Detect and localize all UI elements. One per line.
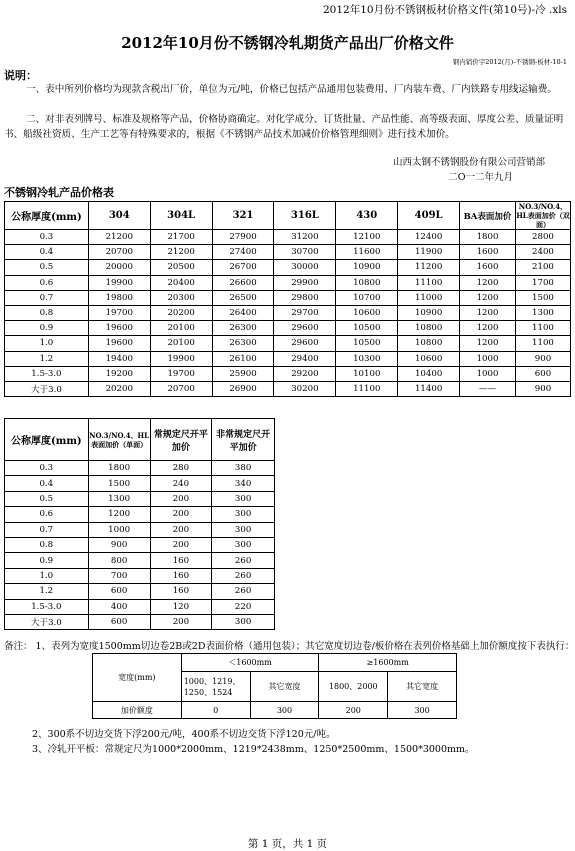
thickness-cell: 大于3.0 bbox=[5, 381, 89, 396]
header-316l: 316L bbox=[274, 202, 336, 230]
header-irregular-cut: 非常规定尺开平加价 bbox=[212, 419, 275, 461]
price-cell: 26500 bbox=[212, 290, 274, 305]
price-cell: 1100 bbox=[515, 321, 570, 336]
header-304: 304 bbox=[88, 202, 150, 230]
price-cell: 2800 bbox=[515, 230, 570, 245]
price-cell: 1200 bbox=[460, 275, 516, 290]
price-cell: 20200 bbox=[88, 381, 150, 396]
table-row bbox=[5, 491, 275, 506]
price-cell: 600 bbox=[88, 614, 150, 629]
price-cell: 29600 bbox=[274, 336, 336, 351]
table-row bbox=[5, 290, 571, 305]
price-cell: 10400 bbox=[398, 366, 460, 381]
price-cell: 11000 bbox=[398, 290, 460, 305]
price-cell: 26600 bbox=[212, 275, 274, 290]
header-thickness: 公称厚度(mm) bbox=[5, 202, 89, 230]
page-footer: 第 1 页，共 1 页 bbox=[247, 838, 328, 850]
surcharge-value: 0 bbox=[181, 702, 250, 719]
paragraph-2: 二、对非表列牌号、标准及规格等产品，价格协商确定。对化学成分、订货批量、产品性能、高等级表面、厚度公差、质量证明书、船级社资质、生产工艺等有特殊要求的，根据《不锈钢产品技术加减价价格管理细则》进行技术加价。 bbox=[4, 114, 564, 140]
price-cell: 600 bbox=[88, 584, 150, 599]
price-cell: 25900 bbox=[212, 366, 274, 381]
header-no3-single: NO.3/NO.4、HL表面加价（单面） bbox=[88, 419, 150, 461]
thickness-cell: 0.5 bbox=[5, 260, 89, 275]
thickness-cell: 0.5 bbox=[5, 491, 89, 506]
price-cell: 700 bbox=[88, 568, 150, 583]
price-cell: 10700 bbox=[336, 290, 398, 305]
price-cell: 29600 bbox=[274, 321, 336, 336]
price-cell: 10800 bbox=[398, 336, 460, 351]
price-cell: 200 bbox=[150, 537, 212, 552]
header-304l: 304L bbox=[150, 202, 212, 230]
price-cell: 27400 bbox=[212, 245, 274, 260]
price-cell: 10100 bbox=[336, 366, 398, 381]
price-cell: 220 bbox=[212, 599, 275, 614]
surcharge-table bbox=[4, 418, 275, 630]
price-cell: 19900 bbox=[88, 275, 150, 290]
thickness-cell: 0.7 bbox=[5, 522, 89, 537]
table-row bbox=[5, 568, 275, 583]
note-3: 3、冷轧开平板：常规定尺为1000*2000mm、1219*2438mm、1250*2500mm、1500*3000mm。 bbox=[32, 744, 475, 755]
price-cell: 30000 bbox=[274, 260, 336, 275]
table-row bbox=[5, 507, 275, 522]
ge-sizes: 1800、2000 bbox=[319, 672, 388, 702]
thickness-cell: 0.3 bbox=[5, 230, 89, 245]
price-cell: 1000 bbox=[460, 366, 516, 381]
table-row bbox=[5, 584, 275, 599]
price-cell: 20000 bbox=[88, 260, 150, 275]
price-cell: 21700 bbox=[150, 230, 212, 245]
price-cell: 1100 bbox=[515, 336, 570, 351]
document-number: 钢内销价字2012(月)-不锈钢-板材-10-1 bbox=[452, 58, 567, 66]
price-cell: 31200 bbox=[274, 230, 336, 245]
price-cell: 240 bbox=[150, 476, 212, 491]
price-cell: 260 bbox=[212, 553, 275, 568]
price-cell: 260 bbox=[212, 568, 275, 583]
header-regular-cut: 常规定尺开平加价 bbox=[150, 419, 212, 461]
price-cell: 10500 bbox=[336, 321, 398, 336]
price-cell: 10300 bbox=[336, 351, 398, 366]
price-cell: 1000 bbox=[460, 351, 516, 366]
surcharge-value: 200 bbox=[319, 702, 388, 719]
paragraph-1: 一、表中所列价格均为现款含税出厂价，单位为元/吨，价格已包括产品通用包装费用、厂内装车费、厂内铁路专用线运输费。 bbox=[26, 84, 557, 95]
price-cell: 20200 bbox=[150, 305, 212, 320]
price-cell: 600 bbox=[515, 366, 570, 381]
header-no3-surface: NO.3/NO.4、HL表面加价（双面） bbox=[516, 202, 570, 229]
price-cell: 300 bbox=[212, 522, 275, 537]
table-row bbox=[5, 230, 571, 245]
table-row bbox=[5, 614, 275, 629]
price-cell: 10600 bbox=[336, 305, 398, 320]
thickness-cell: 1.2 bbox=[5, 351, 89, 366]
price-cell: 21200 bbox=[88, 230, 150, 245]
price-cell: 200 bbox=[150, 522, 212, 537]
price-cell: 20700 bbox=[88, 245, 150, 260]
price-cell: 1200 bbox=[460, 290, 516, 305]
header-430: 430 bbox=[336, 202, 398, 230]
width-surcharge-table bbox=[92, 653, 457, 719]
file-title: 2012年10月份不锈钢板材价格文件(第10号)-冷 .xls bbox=[322, 4, 567, 16]
price-cell: 1800 bbox=[88, 461, 150, 476]
price-cell: 10800 bbox=[336, 275, 398, 290]
price-cell: 26300 bbox=[212, 321, 274, 336]
width-label: 宽度(mm) bbox=[93, 654, 182, 702]
price-cell: 11200 bbox=[398, 260, 460, 275]
price-cell: 1300 bbox=[88, 491, 150, 506]
price-cell: 21200 bbox=[150, 245, 212, 260]
table-row bbox=[5, 366, 571, 381]
thickness-cell: 0.9 bbox=[5, 321, 89, 336]
price-cell: 29200 bbox=[274, 366, 336, 381]
price-cell: 10600 bbox=[398, 351, 460, 366]
price-cell: 10900 bbox=[336, 260, 398, 275]
price-cell: 2400 bbox=[515, 245, 570, 260]
price-cell: 200 bbox=[150, 614, 212, 629]
price-cell: 26900 bbox=[212, 381, 274, 396]
price-cell: 380 bbox=[212, 461, 275, 476]
table-row bbox=[5, 537, 275, 552]
table-row bbox=[5, 275, 571, 290]
width-ge-1600: ≥1600mm bbox=[319, 654, 457, 672]
price-cell: 26100 bbox=[212, 351, 274, 366]
thickness-cell: 0.6 bbox=[5, 275, 89, 290]
price-cell: 300 bbox=[212, 491, 275, 506]
price-cell: 300 bbox=[212, 614, 275, 629]
signature-company: 山西太钢不锈钢股份有限公司营销部 bbox=[392, 157, 545, 168]
price-cell: 200 bbox=[150, 507, 212, 522]
surcharge-table-header bbox=[5, 419, 275, 461]
price-cell: 29700 bbox=[274, 305, 336, 320]
table-row bbox=[5, 461, 275, 476]
price-cell: 26700 bbox=[212, 260, 274, 275]
price-cell: 19400 bbox=[88, 351, 150, 366]
header-ba-surface: BA表面加价 bbox=[460, 202, 516, 230]
price-cell: 19900 bbox=[150, 351, 212, 366]
table-row bbox=[5, 553, 275, 568]
price-cell: 280 bbox=[150, 461, 212, 476]
price-cell: 1200 bbox=[460, 321, 516, 336]
table-row bbox=[5, 245, 571, 260]
price-cell: 26400 bbox=[212, 305, 274, 320]
price-cell: 11100 bbox=[336, 381, 398, 396]
price-cell: 12400 bbox=[398, 230, 460, 245]
price-cell: 20100 bbox=[150, 336, 212, 351]
price-cell: 20100 bbox=[150, 321, 212, 336]
price-cell: 1800 bbox=[460, 230, 516, 245]
price-cell: 20400 bbox=[150, 275, 212, 290]
table-row bbox=[5, 305, 571, 320]
price-cell: 19700 bbox=[88, 305, 150, 320]
price-cell: 26300 bbox=[212, 336, 274, 351]
signature-date: 二O一二年九月 bbox=[448, 172, 513, 183]
price-cell: 11900 bbox=[398, 245, 460, 260]
price-cell: 30700 bbox=[274, 245, 336, 260]
price-cell: 27900 bbox=[212, 230, 274, 245]
surcharge-value: 300 bbox=[388, 702, 457, 719]
lt-sizes: 1000、1219、1250、1524 bbox=[181, 672, 250, 702]
price-cell: 30200 bbox=[274, 381, 336, 396]
price-cell: 1700 bbox=[515, 275, 570, 290]
thickness-cell: 1.5-3.0 bbox=[5, 366, 89, 381]
thickness-cell: 1.2 bbox=[5, 584, 89, 599]
price-cell: 300 bbox=[212, 507, 275, 522]
price-table bbox=[4, 201, 571, 397]
thickness-cell: 0.9 bbox=[5, 553, 89, 568]
table-row bbox=[5, 336, 571, 351]
width-lt-1600: ＜1600mm bbox=[181, 654, 319, 672]
table-row bbox=[5, 522, 275, 537]
price-cell: 260 bbox=[212, 584, 275, 599]
table-row bbox=[5, 351, 571, 366]
price-cell: 1600 bbox=[460, 245, 516, 260]
price-cell: 1500 bbox=[515, 290, 570, 305]
price-cell: 20700 bbox=[150, 381, 212, 396]
price-cell: 1500 bbox=[88, 476, 150, 491]
thickness-cell: 1.0 bbox=[5, 568, 89, 583]
surcharge-label: 加价额度 bbox=[93, 702, 182, 719]
price-cell: 1200 bbox=[460, 336, 516, 351]
thickness-cell: 0.8 bbox=[5, 537, 89, 552]
note-1: 备注： 1、表列为宽度1500mm切边卷2B或2D表面价格（通用包装）；其它宽度切边卷/板价格在表列价格基础上加价额度按下表执行： bbox=[4, 641, 575, 652]
price-cell: 20300 bbox=[150, 290, 212, 305]
thickness-cell: 0.4 bbox=[5, 476, 89, 491]
price-cell: 900 bbox=[515, 351, 570, 366]
thickness-cell: 大于3.0 bbox=[5, 614, 89, 629]
thickness-cell: 0.6 bbox=[5, 507, 89, 522]
price-cell: 11600 bbox=[336, 245, 398, 260]
thickness-cell: 1.0 bbox=[5, 336, 89, 351]
lt-other: 其它宽度 bbox=[250, 672, 319, 702]
price-cell: 160 bbox=[150, 584, 212, 599]
price-cell: 1200 bbox=[460, 305, 516, 320]
price-cell: 2100 bbox=[515, 260, 570, 275]
price-cell: 10800 bbox=[398, 321, 460, 336]
price-cell: 340 bbox=[212, 476, 275, 491]
price-cell: 1200 bbox=[88, 507, 150, 522]
header-thickness: 公称厚度(mm) bbox=[5, 419, 89, 461]
price-cell: 12100 bbox=[336, 230, 398, 245]
thickness-cell: 0.3 bbox=[5, 461, 89, 476]
price-cell: 19600 bbox=[88, 336, 150, 351]
price-cell: 160 bbox=[150, 568, 212, 583]
table-row bbox=[5, 321, 571, 336]
price-cell: 900 bbox=[88, 537, 150, 552]
surcharge-value: 300 bbox=[250, 702, 319, 719]
price-cell: 19800 bbox=[88, 290, 150, 305]
price-cell: 300 bbox=[212, 537, 275, 552]
price-cell: 29400 bbox=[274, 351, 336, 366]
thickness-cell: 1.5-3.0 bbox=[5, 599, 89, 614]
table-row bbox=[5, 476, 275, 491]
price-cell: 400 bbox=[88, 599, 150, 614]
table-row bbox=[5, 260, 571, 275]
price-cell: 19200 bbox=[88, 366, 150, 381]
note-2: 2、300系不切边交货下浮200元/吨，400系不切边交货下浮120元/吨。 bbox=[32, 729, 336, 740]
price-cell: 900 bbox=[515, 381, 570, 396]
price-cell: 11100 bbox=[398, 275, 460, 290]
price-cell: 1300 bbox=[515, 305, 570, 320]
price-cell: 29800 bbox=[274, 290, 336, 305]
price-cell: 10500 bbox=[336, 336, 398, 351]
table-row bbox=[5, 599, 275, 614]
thickness-cell: 0.4 bbox=[5, 245, 89, 260]
header-409l: 409L bbox=[398, 202, 460, 230]
price-cell: 800 bbox=[88, 553, 150, 568]
document-title: 2012年10月份不锈钢冷轧期货产品出厂价格文件 bbox=[121, 34, 454, 52]
thickness-cell: 0.7 bbox=[5, 290, 89, 305]
price-cell: 11400 bbox=[398, 381, 460, 396]
price-cell: 29900 bbox=[274, 275, 336, 290]
price-table-header bbox=[5, 202, 571, 230]
price-table-caption: 不锈钢冷轧产品价格表 bbox=[4, 186, 114, 199]
header-321: 321 bbox=[212, 202, 274, 230]
price-cell: 200 bbox=[150, 491, 212, 506]
ge-other: 其它宽度 bbox=[388, 672, 457, 702]
table-row bbox=[5, 381, 571, 396]
price-cell: 19600 bbox=[88, 321, 150, 336]
price-cell: 1600 bbox=[460, 260, 516, 275]
price-cell: —— bbox=[460, 381, 516, 396]
price-cell: 10900 bbox=[398, 305, 460, 320]
price-cell: 19700 bbox=[150, 366, 212, 381]
price-cell: 1000 bbox=[88, 522, 150, 537]
thickness-cell: 0.8 bbox=[5, 305, 89, 320]
notes-heading: 说明： bbox=[4, 69, 37, 82]
price-cell: 20500 bbox=[150, 260, 212, 275]
price-cell: 120 bbox=[150, 599, 212, 614]
price-cell: 160 bbox=[150, 553, 212, 568]
